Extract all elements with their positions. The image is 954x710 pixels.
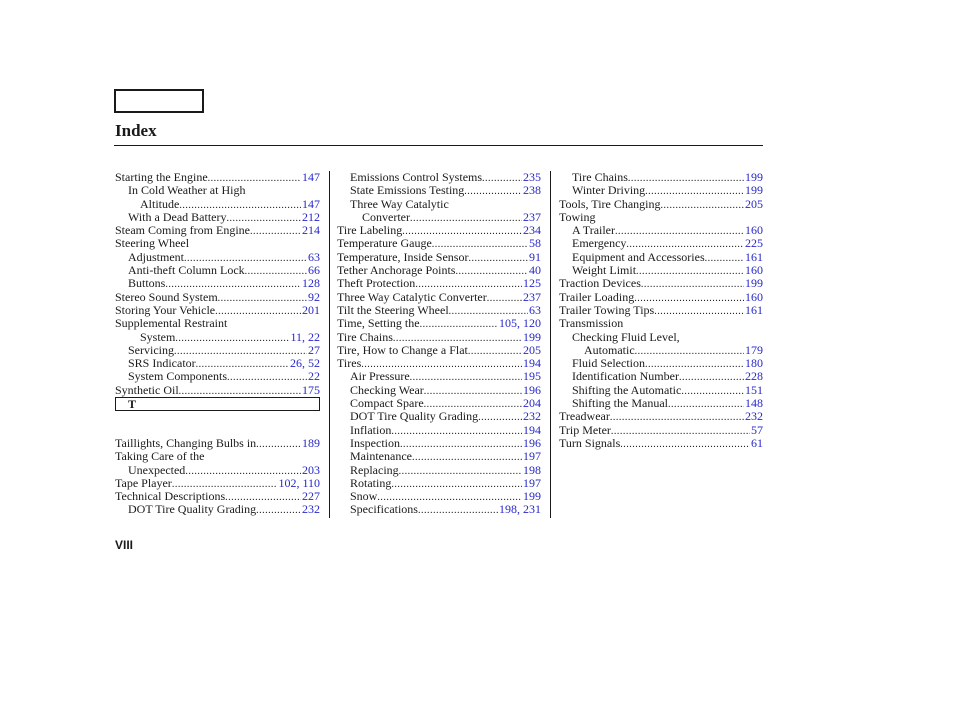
- page-reference-link[interactable]: 197: [523, 476, 541, 490]
- index-entry: [337, 184, 541, 197]
- index-entry: [337, 370, 541, 383]
- dot-leader: [184, 252, 307, 264]
- index-entry: [559, 251, 763, 264]
- dot-leader: [468, 252, 528, 264]
- index-entry-text: Tape Player: [115, 476, 172, 490]
- index-entry-text: Unexpected: [128, 463, 186, 477]
- index-entry-text: Fluid Selection: [572, 357, 645, 371]
- dot-leader: [179, 199, 301, 211]
- dot-leader: [634, 292, 744, 304]
- index-entry: [559, 331, 763, 344]
- index-entry: [559, 304, 763, 317]
- page-reference-link[interactable]: 147: [302, 171, 320, 184]
- page-reference-link[interactable]: 235: [523, 171, 541, 184]
- page-reference-link[interactable]: 201: [302, 303, 320, 317]
- index-entry: [115, 277, 320, 290]
- dot-leader: [361, 358, 522, 370]
- index-entry-text: Shifting the Automatic: [572, 383, 682, 397]
- dot-leader: [418, 504, 498, 516]
- index-entry-text: Storing Your Vehicle: [115, 303, 216, 317]
- index-entry: [559, 184, 763, 197]
- page-reference-link[interactable]: 237: [523, 210, 541, 224]
- dot-leader: [705, 252, 744, 264]
- index-entry-text: Rotating: [350, 476, 392, 490]
- index-entry: [115, 357, 320, 370]
- index-entry: [559, 344, 763, 357]
- index-entry-text: Tires: [337, 357, 362, 371]
- index-entry-text: Transmission: [559, 317, 624, 331]
- index-entry-text: Tire, How to Change a Flat: [337, 343, 468, 357]
- index-entry-text: System: [140, 330, 176, 344]
- page-reference-link[interactable]: 199: [745, 171, 763, 184]
- page-reference-link[interactable]: 160: [745, 290, 763, 304]
- dot-leader: [424, 398, 522, 410]
- dot-leader: [256, 438, 301, 450]
- page-reference-link[interactable]: 205: [745, 197, 763, 211]
- index-entry-text: Tire Chains: [337, 330, 393, 344]
- index-entry: [337, 317, 541, 330]
- dot-leader: [641, 278, 744, 290]
- index-entry-text: Converter: [362, 210, 410, 224]
- index-entry-text: Trailer Towing Tips: [559, 303, 655, 317]
- index-entry-text: Three Way Catalytic: [350, 197, 449, 211]
- index-entry: [337, 171, 541, 184]
- dot-leader: [420, 318, 498, 330]
- index-entry: [337, 490, 541, 503]
- page-reference-link[interactable]: 196: [523, 436, 541, 450]
- page-reference-link[interactable]: 204: [523, 397, 541, 411]
- index-entry: [559, 357, 763, 370]
- page-reference-link[interactable]: 63: [308, 250, 320, 264]
- dot-leader: [256, 504, 301, 516]
- page-reference-link[interactable]: 148: [745, 397, 763, 411]
- index-entry-text: Snow: [350, 490, 378, 504]
- index-entry-text: With a Dead Battery: [128, 210, 227, 224]
- index-entry-text: Taillights, Changing Bulbs in: [115, 436, 257, 450]
- dot-leader: [208, 172, 301, 184]
- dot-leader: [645, 185, 744, 197]
- dot-leader: [668, 398, 744, 410]
- index-entry-text: Traction Devices: [559, 277, 641, 291]
- page-reference-link[interactable]: 11, 22: [290, 330, 320, 344]
- index-entry-text: Tire Chains: [572, 171, 628, 184]
- dot-leader: [468, 345, 522, 357]
- dot-leader: [391, 425, 522, 437]
- index-entry-text: Maintenance: [350, 450, 412, 464]
- index-entry-text: Inspection: [350, 436, 400, 450]
- page-reference-link[interactable]: 22: [308, 370, 320, 384]
- page-reference-link[interactable]: 128: [302, 277, 320, 291]
- dot-leader: [645, 358, 744, 370]
- dot-leader: [227, 371, 307, 383]
- index-entry-text: Adjustment: [128, 250, 184, 264]
- page-reference-link[interactable]: 194: [523, 357, 541, 371]
- index-entry: [337, 331, 541, 344]
- dot-leader: [179, 385, 301, 397]
- page-reference-link[interactable]: 197: [523, 450, 541, 464]
- index-entry-text: Trip Meter: [559, 423, 611, 437]
- index-entry: [115, 291, 320, 304]
- column-divider: [550, 171, 551, 518]
- dot-leader: [391, 478, 522, 490]
- index-entry-text: In Cold Weather at High: [128, 184, 246, 198]
- index-entry: [115, 384, 320, 397]
- dot-leader: [628, 172, 744, 184]
- page-reference-link[interactable]: 180: [745, 357, 763, 371]
- index-entry: [337, 277, 541, 290]
- page-reference-link[interactable]: 232: [302, 503, 320, 517]
- dot-leader: [654, 305, 744, 317]
- index-entry: [337, 251, 541, 264]
- index-entry-text: System Components: [128, 370, 228, 384]
- index-entry-text: Checking Wear: [350, 383, 424, 397]
- index-entry-text: Tire Labeling: [337, 224, 403, 238]
- index-entry-text: DOT Tire Quality Grading: [350, 410, 479, 424]
- index-entry-text: Inflation: [350, 423, 392, 437]
- page-reference-link[interactable]: 195: [523, 370, 541, 384]
- page-reference-link[interactable]: 160: [745, 224, 763, 238]
- dot-leader: [620, 438, 750, 450]
- index-column-3: [559, 171, 763, 450]
- dot-leader: [174, 345, 307, 357]
- index-entry-text: Theft Protection: [337, 277, 416, 291]
- page-reference-link[interactable]: 227: [302, 490, 320, 504]
- dot-leader: [165, 278, 301, 290]
- page-reference-link[interactable]: 205: [523, 343, 541, 357]
- index-entry: [115, 370, 320, 383]
- index-entry-text: Technical Descriptions: [115, 490, 226, 504]
- index-entry-text: Temperature Gauge: [337, 237, 432, 251]
- dot-leader: [226, 212, 301, 224]
- index-entry: [337, 291, 541, 304]
- dot-leader: [626, 238, 744, 250]
- index-entry: [559, 370, 763, 383]
- dot-leader: [610, 411, 744, 423]
- index-entry: [337, 424, 541, 437]
- index-entry: [337, 384, 541, 397]
- index-entry-text: Checking Fluid Level,: [572, 330, 680, 344]
- index-entry-text: Supplemental Restraint: [115, 317, 228, 331]
- dot-leader: [412, 451, 522, 463]
- page-reference-link[interactable]: 91: [529, 250, 541, 264]
- page-reference-link[interactable]: 175: [302, 383, 320, 397]
- dot-leader: [400, 438, 522, 450]
- page-reference-link[interactable]: 203: [302, 463, 320, 477]
- index-entry: [115, 464, 320, 477]
- index-entry-text: Automatic: [584, 343, 635, 357]
- page-reference-link[interactable]: 61: [751, 436, 763, 450]
- index-entry-text: Compact Spare: [350, 397, 424, 411]
- dot-leader: [449, 305, 528, 317]
- index-entry: [559, 237, 763, 250]
- dot-leader: [245, 265, 307, 277]
- index-entry: [337, 224, 541, 237]
- index-entry-text: Treadwear: [559, 410, 610, 424]
- dot-leader: [415, 278, 522, 290]
- index-entry-text: Servicing: [128, 343, 174, 357]
- page-reference-link[interactable]: 228: [745, 370, 763, 384]
- index-entry: [337, 237, 541, 250]
- page-reference-link[interactable]: 179: [745, 343, 763, 357]
- dot-leader: [218, 292, 307, 304]
- index-entry-text: Trailer Loading: [559, 290, 635, 304]
- index-entry-text: Tether Anchorage Points: [337, 264, 456, 278]
- page-reference-link[interactable]: 63: [529, 303, 541, 317]
- index-entry-text: Tools, Tire Changing: [559, 197, 661, 211]
- index-entry: [559, 317, 763, 330]
- page-reference-link[interactable]: 198, 231: [499, 503, 541, 517]
- index-entry-text: Buttons: [128, 277, 166, 291]
- dot-leader: [225, 491, 301, 503]
- dot-leader: [679, 371, 744, 383]
- index-entry: [115, 198, 320, 211]
- index-entry-text: Starting the Engine: [115, 171, 208, 184]
- index-entry-text: Shifting the Manual: [572, 397, 668, 411]
- index-entry-text: Temperature, Inside Sensor: [337, 250, 469, 264]
- index-entry: [337, 211, 541, 224]
- index-tab-box: [114, 89, 204, 113]
- index-entry: [337, 198, 541, 211]
- index-entry-text: Tilt the Steering Wheel: [337, 303, 449, 317]
- index-entry: [337, 357, 541, 370]
- index-entry-text: Emissions Control Systems: [350, 171, 483, 184]
- dot-leader: [615, 225, 744, 237]
- index-entry: [337, 304, 541, 317]
- index-entry-text: Taking Care of the: [115, 450, 205, 464]
- dot-leader: [215, 305, 301, 317]
- dot-leader: [175, 332, 289, 344]
- index-entry: [337, 344, 541, 357]
- page-reference-link[interactable]: 232: [523, 410, 541, 424]
- index-entry: [115, 490, 320, 503]
- index-entry-text: Anti-theft Column Lock: [128, 264, 245, 278]
- index-entry-text: Specifications: [350, 503, 418, 517]
- dot-leader: [402, 225, 522, 237]
- index-entry-text: Time, Setting the: [337, 317, 420, 331]
- page-reference-link[interactable]: 102, 110: [278, 476, 320, 490]
- index-entry: [115, 477, 320, 490]
- section-letter-header: T: [115, 397, 320, 411]
- index-entry: [559, 224, 763, 237]
- index-entry-text: Air Pressure: [350, 370, 410, 384]
- page-reference-link[interactable]: 160: [745, 264, 763, 278]
- dot-leader: [635, 345, 744, 357]
- index-entry: [559, 211, 763, 224]
- page-reference-link[interactable]: 26, 52: [290, 357, 320, 371]
- page-reference-link[interactable]: 125: [523, 277, 541, 291]
- index-entry-text: Turn Signals: [559, 436, 621, 450]
- dot-leader: [611, 425, 750, 437]
- dot-leader: [681, 385, 744, 397]
- page-reference-link[interactable]: 27: [308, 343, 320, 357]
- page-reference-link[interactable]: 40: [529, 264, 541, 278]
- index-entry: [337, 264, 541, 277]
- index-entry: [337, 410, 541, 423]
- page-reference-link[interactable]: 199: [745, 277, 763, 291]
- index-entry: [559, 424, 763, 437]
- dot-leader: [455, 265, 528, 277]
- index-entry: [115, 237, 320, 250]
- page-reference-link[interactable]: 189: [302, 436, 320, 450]
- page-title: Index: [115, 121, 157, 140]
- index-entry: [559, 437, 763, 450]
- page-reference-link[interactable]: 196: [523, 383, 541, 397]
- index-entry: [115, 251, 320, 264]
- index-entry: [115, 437, 320, 450]
- dot-leader: [393, 332, 522, 344]
- index-entry: [115, 331, 320, 344]
- dot-leader: [172, 478, 278, 490]
- page-reference-link[interactable]: 214: [302, 224, 320, 238]
- page-reference-link[interactable]: 58: [529, 237, 541, 251]
- page-reference-link[interactable]: 105, 120: [499, 317, 541, 331]
- index-entry: [559, 291, 763, 304]
- index-entry-text: Towing: [559, 210, 596, 224]
- page-reference-link[interactable]: 212: [302, 210, 320, 224]
- index-entry: [559, 277, 763, 290]
- index-entry-text: Stereo Sound System: [115, 290, 218, 304]
- dot-leader: [399, 465, 522, 477]
- dot-leader: [196, 358, 289, 370]
- page-reference-link[interactable]: 57: [751, 423, 763, 437]
- index-entry-text: Equipment and Accessories: [572, 250, 705, 264]
- dot-leader: [410, 371, 522, 383]
- page-reference-link[interactable]: 92: [308, 290, 320, 304]
- page-reference-link[interactable]: 151: [745, 383, 763, 397]
- page-reference-link[interactable]: 234: [523, 224, 541, 238]
- index-entry: [559, 198, 763, 211]
- index-entry: [115, 224, 320, 237]
- index-entry: [115, 304, 320, 317]
- dot-leader: [185, 465, 301, 477]
- index-entry-text: Replacing: [350, 463, 399, 477]
- index-entry: [115, 184, 320, 197]
- page-reference-link[interactable]: 161: [745, 250, 763, 264]
- page-reference-link[interactable]: 194: [523, 423, 541, 437]
- index-entry: [115, 344, 320, 357]
- index-entry-text: Synthetic Oil: [115, 383, 179, 397]
- page-reference-link[interactable]: 238: [523, 184, 541, 198]
- index-entry-text: SRS Indicator: [128, 357, 196, 371]
- page-number: VIII: [115, 538, 134, 552]
- dot-leader: [410, 212, 522, 224]
- dot-leader: [424, 385, 522, 397]
- index-entry: [115, 317, 320, 330]
- index-entry-text: Identification Number: [572, 370, 679, 384]
- index-column-1: [115, 171, 320, 517]
- page-reference-link[interactable]: 225: [745, 237, 763, 251]
- page-reference-link[interactable]: 232: [745, 410, 763, 424]
- index-entry-text: Emergency: [572, 237, 627, 251]
- index-entry-text: Steam Coming from Engine: [115, 224, 250, 238]
- dot-leader: [636, 265, 744, 277]
- index-entry: [115, 171, 320, 184]
- index-entry: [115, 450, 320, 463]
- dot-leader: [482, 172, 522, 184]
- index-entry: [337, 477, 541, 490]
- index-entry-text: Winter Driving: [572, 184, 646, 198]
- index-entry: [115, 264, 320, 277]
- index-entry: [115, 503, 320, 516]
- dot-leader: [487, 292, 522, 304]
- index-entry: [559, 264, 763, 277]
- section-spacer: [115, 424, 320, 437]
- dot-leader: [377, 491, 522, 503]
- dot-leader: [464, 185, 522, 197]
- page-reference-link[interactable]: 199: [523, 330, 541, 344]
- index-entry: [337, 450, 541, 463]
- index-entry: [337, 437, 541, 450]
- index-entry-text: Three Way Catalytic Converter: [337, 290, 487, 304]
- index-column-2: [337, 171, 541, 517]
- page-reference-link[interactable]: 66: [308, 264, 320, 278]
- dot-leader: [432, 238, 528, 250]
- dot-leader: [661, 199, 744, 211]
- dot-leader: [478, 411, 522, 423]
- index-entry-text: DOT Tire Quality Grading: [128, 503, 257, 517]
- dot-leader: [250, 225, 301, 237]
- index-entry: [559, 397, 763, 410]
- index-entry: [337, 464, 541, 477]
- column-divider: [329, 171, 330, 518]
- index-entry-text: A Trailer: [572, 224, 616, 238]
- index-entry-text: Altitude: [140, 197, 180, 211]
- page-reference-link[interactable]: 147: [302, 197, 320, 211]
- index-entry: [337, 397, 541, 410]
- page-reference-link[interactable]: 199: [745, 184, 763, 198]
- index-entry: [559, 171, 763, 184]
- index-entry: [337, 503, 541, 516]
- page-reference-link[interactable]: 161: [745, 303, 763, 317]
- index-entry-text: Weight Limit: [572, 264, 637, 278]
- title-divider: [114, 145, 763, 146]
- index-entry-text: State Emissions Testing: [350, 184, 465, 198]
- index-entry: [559, 410, 763, 423]
- page-reference-link[interactable]: 237: [523, 290, 541, 304]
- page-reference-link[interactable]: 198: [523, 463, 541, 477]
- index-entry: [115, 211, 320, 224]
- index-entry-text: Steering Wheel: [115, 237, 190, 251]
- page-reference-link[interactable]: 199: [523, 490, 541, 504]
- index-entry: [559, 384, 763, 397]
